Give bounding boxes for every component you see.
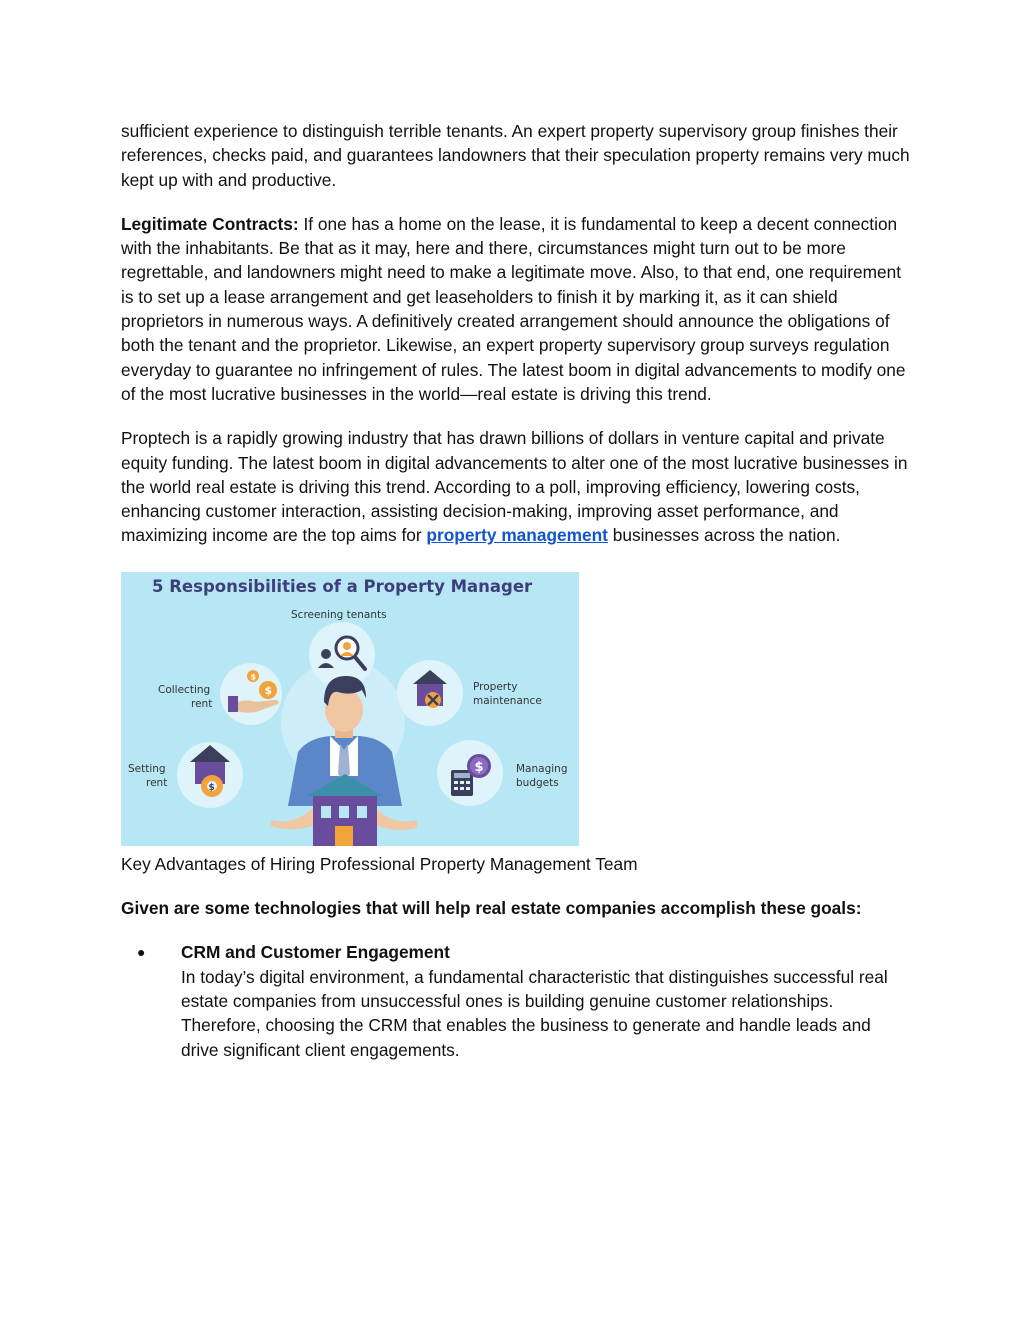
paragraph-tenants: sufficient experience to distinguish terrible tenants. An expert property supervisory group finishes their references, checks paid, and guarantees landowners that their speculation property remains very much kept up with and productive. — [121, 121, 910, 190]
technologies-heading: Given are some technologies that will help real estate companies accomplish these goals: — [121, 898, 862, 919]
paragraph-proptech — [121, 426, 911, 547]
list-item-title: CRM and Customer Engagement — [181, 942, 450, 963]
property-management-link[interactable]: property management — [426, 525, 608, 546]
bullet-marker: ● — [137, 944, 146, 961]
label-screening-tenants: Screening tenants — [291, 608, 387, 621]
paragraph-legitimate-contracts-heading: Legitimate Contracts: — [121, 213, 299, 234]
svg-text:$: $ — [208, 782, 215, 793]
document-page — [121, 119, 911, 1062]
label-setting-rent: rent — [146, 776, 168, 789]
paragraph-legitimate-contracts-body: If one has a home on the lease, it is fundamental to keep a decent connection with the inhabitants. Be that as it may, here and there, circumstances might turn out to be more regrettable, and landowners might need to make a legitimate move. Also, to that end, one requirement is to set up a lease arrangement and get leaseholders to finish it by marking it, as it can shield proprietors in numerous ways. A definitively created arrangement should announce the obligations of both the tenant and the proprietor. Likewise, an expert property supervisory group surveys regulation everyday to guarantee no infringement of rules. The latest boom in digital advancements to modify one of the most lucrative businesses in the world—real estate is driving this trend. — [121, 213, 906, 404]
list-item — [121, 940, 911, 1061]
label-collecting: Collecting — [158, 683, 211, 696]
svg-text:$: $ — [250, 672, 257, 682]
svg-text:$: $ — [474, 759, 484, 775]
technologies-list — [121, 940, 911, 1061]
paragraph-proptech-body: Proptech is a rapidly growing industry that has drawn billions of dollars in venture capital and private equity funding. The latest boom in digital advancements to alter one of the most lucrative businesses in the world real estate is driving this trend. According to a poll, improving efficiency, lowering costs, enhancing customer interaction, assisting decision-making, improving asset performance, and maximizing income are the top aims for — [121, 428, 908, 546]
label-maintenance: maintenance — [473, 694, 542, 707]
figure-caption: Key Advantages of Hiring Professional Property Management Team — [121, 853, 638, 874]
paragraph-proptech-tail: businesses across the nation. — [607, 525, 841, 546]
paragraph-legitimate-contracts — [121, 212, 911, 406]
label-collecting-rent: rent — [191, 697, 213, 710]
infographic-title: 5 Responsibilities of a Property Manager — [152, 576, 533, 596]
list-item-text: In today’s digital environment, a fundamental characteristic that distinguishes successful real estate companies from unsuccessful ones is building genuine customer relationships. Therefore, choosing the CRM that enables the business to generate and handle leads and drive significant client engagements. — [181, 966, 888, 1060]
property-manager-infographic — [121, 572, 579, 846]
svg-text:$: $ — [264, 683, 273, 697]
label-property: Property — [473, 680, 518, 693]
label-setting: Setting — [128, 762, 166, 775]
label-managing: Managing — [516, 762, 568, 775]
label-budgets: budgets — [516, 776, 559, 789]
